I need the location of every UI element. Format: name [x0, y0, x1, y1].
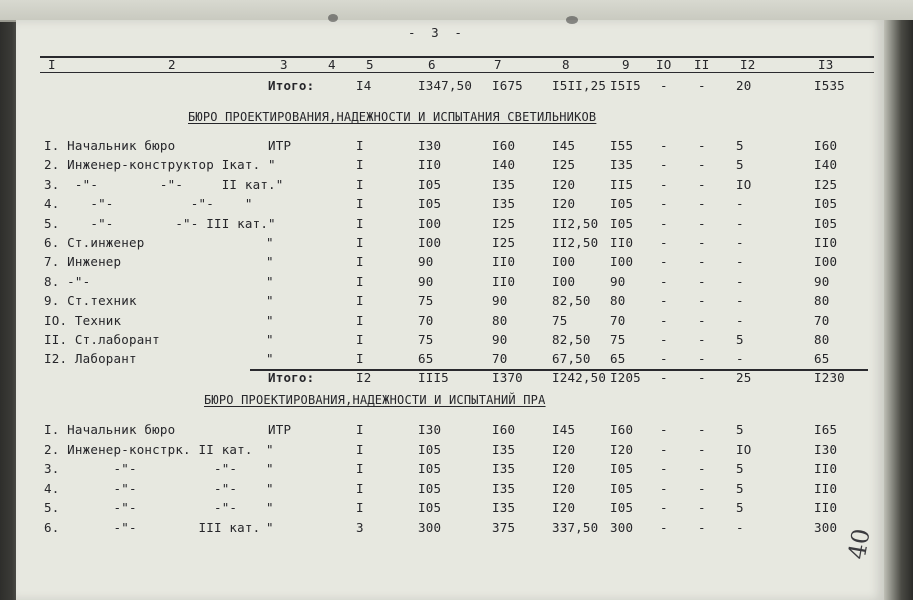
table-cell-c5: I: [356, 138, 364, 153]
staff-category: ИТР: [268, 422, 292, 437]
table-cell-c7: II0: [492, 254, 516, 269]
staff-category: ": [266, 351, 274, 366]
table-cell-c12: 5: [736, 157, 744, 172]
staff-position: 5. -"- -"-: [44, 500, 238, 515]
table-cell-c11: -: [698, 461, 706, 476]
staff-position: 7. Инженер: [44, 254, 122, 269]
table-cell-c13: 80: [814, 293, 830, 308]
table-cell-c8: I20: [552, 177, 576, 192]
table-cell-c6: I30: [418, 138, 442, 153]
total-cell-c7: I370: [492, 370, 523, 385]
table-cell-c8: I20: [552, 481, 576, 496]
table-cell-c11: -: [698, 332, 706, 347]
table-cell-c12: 5: [736, 461, 744, 476]
staff-category: ": [266, 274, 274, 289]
table-cell-c6: I05: [418, 481, 442, 496]
table-cell-c8: 82,50: [552, 332, 591, 347]
table-cell-c8: I00: [552, 274, 576, 289]
table-cell-c10: -: [660, 422, 668, 437]
page-number: - 3 -: [408, 25, 463, 40]
total-cell-c7: I675: [492, 78, 523, 93]
staff-position: 6. Ст.инженер: [44, 235, 145, 250]
smudge-mark: [566, 16, 578, 24]
table-cell-c6: 90: [418, 254, 434, 269]
table-cell-c6: I00: [418, 235, 442, 250]
table-cell-c11: -: [698, 481, 706, 496]
table-cell-c6: I05: [418, 196, 442, 211]
table-cell-c5: I: [356, 216, 364, 231]
column-number: I3: [818, 57, 834, 72]
column-number: 7: [494, 57, 502, 72]
table-cell-c6: 70: [418, 313, 434, 328]
table-cell-c13: 70: [814, 313, 830, 328]
table-cell-c11: -: [698, 254, 706, 269]
table-cell-c11: -: [698, 216, 706, 231]
table-cell-c6: I05: [418, 442, 442, 457]
table-cell-c7: 90: [492, 332, 508, 347]
table-cell-c9: I00: [610, 254, 634, 269]
table-cell-c11: -: [698, 422, 706, 437]
staff-position: I. Начальник бюро: [44, 422, 176, 437]
staff-position: II. Ст.лаборант: [44, 332, 160, 347]
table-cell-c13: II0: [814, 235, 838, 250]
total-cell-c5: I2: [356, 370, 372, 385]
table-cell-c13: I25: [814, 177, 838, 192]
total-cell-c6: I347,50: [418, 78, 473, 93]
table-cell-c8: 82,50: [552, 293, 591, 308]
table-cell-c12: 5: [736, 481, 744, 496]
table-cell-c10: -: [660, 157, 668, 172]
staff-position: 5. -"- -"- III кат.": [44, 216, 276, 231]
table-cell-c7: I35: [492, 481, 516, 496]
table-cell-c13: II0: [814, 481, 838, 496]
table-cell-c9: II5: [610, 177, 634, 192]
column-number: I2: [740, 57, 756, 72]
table-cell-c7: I35: [492, 196, 516, 211]
staff-category: ИТР: [268, 138, 292, 153]
column-number: 6: [428, 57, 436, 72]
table-cell-c6: II0: [418, 157, 442, 172]
table-cell-c12: 5: [736, 500, 744, 515]
table-cell-c12: 5: [736, 422, 744, 437]
table-cell-c9: 90: [610, 274, 626, 289]
table-cell-c11: -: [698, 520, 706, 535]
table-cell-c9: I05: [610, 196, 634, 211]
table-cell-c5: I: [356, 293, 364, 308]
table-cell-c6: 75: [418, 332, 434, 347]
column-number: 2: [168, 57, 176, 72]
table-cell-c13: I65: [814, 422, 838, 437]
table-cell-c13: II0: [814, 461, 838, 476]
table-cell-c12: -: [736, 254, 744, 269]
section-title: БЮРО ПРОЕКТИРОВАНИЯ,НАДЕЖНОСТИ И ИСПЫТАНИЯ СВЕТИЛЬНИКОВ: [188, 110, 597, 124]
table-cell-c13: I30: [814, 442, 838, 457]
total-cell-c6: III5: [418, 370, 449, 385]
section-title: БЮРО ПРОЕКТИРОВАНИЯ,НАДЕЖНОСТИ И ИСПЫТАНИЙ ПРА: [204, 393, 546, 407]
table-cell-c7: I60: [492, 138, 516, 153]
table-cell-c11: -: [698, 313, 706, 328]
table-cell-c11: -: [698, 157, 706, 172]
table-cell-c13: 65: [814, 351, 830, 366]
table-cell-c10: -: [660, 216, 668, 231]
table-cell-c8: II2,50: [552, 235, 599, 250]
table-cell-c7: 90: [492, 293, 508, 308]
table-cell-c6: I30: [418, 422, 442, 437]
staff-position: 3. -"- -"- II кат.": [44, 177, 284, 192]
staff-position: 8. -"-: [44, 274, 91, 289]
staff-category: ": [266, 254, 274, 269]
staff-category: ": [266, 332, 274, 347]
table-cell-c12: IO: [736, 442, 752, 457]
table-cell-c5: I: [356, 313, 364, 328]
table-cell-c5: I: [356, 196, 364, 211]
table-cell-c10: -: [660, 274, 668, 289]
table-cell-c12: -: [736, 313, 744, 328]
table-cell-c8: I45: [552, 422, 576, 437]
staff-category: ": [266, 481, 274, 496]
table-cell-c7: I25: [492, 235, 516, 250]
table-cell-c5: I: [356, 157, 364, 172]
table-cell-c10: -: [660, 520, 668, 535]
table-cell-c12: -: [736, 351, 744, 366]
total-cell-c9: I5I5: [610, 78, 641, 93]
total-cell-c12: 25: [736, 370, 752, 385]
table-cell-c11: -: [698, 442, 706, 457]
table-cell-c13: I40: [814, 157, 838, 172]
table-cell-c10: -: [660, 313, 668, 328]
staff-position: 2. Инженер-конструктор Iкат. ": [44, 157, 276, 172]
table-cell-c13: 300: [814, 520, 838, 535]
table-cell-c11: -: [698, 138, 706, 153]
table-cell-c12: -: [736, 196, 744, 211]
table-cell-c12: 5: [736, 332, 744, 347]
table-cell-c5: I: [356, 235, 364, 250]
total-cell-c13: I535: [814, 78, 845, 93]
table-cell-c6: I05: [418, 461, 442, 476]
table-cell-c12: -: [736, 293, 744, 308]
table-cell-c7: 80: [492, 313, 508, 328]
table-cell-c9: I60: [610, 422, 634, 437]
table-cell-c8: I20: [552, 500, 576, 515]
table-cell-c8: I25: [552, 157, 576, 172]
table-cell-c9: I05: [610, 461, 634, 476]
table-cell-c5: I: [356, 332, 364, 347]
table-cell-c10: -: [660, 461, 668, 476]
previous-page-edge: [0, 0, 913, 22]
table-cell-c12: -: [736, 235, 744, 250]
total-cell-c10: -: [660, 78, 668, 93]
table-cell-c10: -: [660, 235, 668, 250]
staff-category: ": [266, 500, 274, 515]
table-cell-c12: -: [736, 216, 744, 231]
total-cell-c10: -: [660, 370, 668, 385]
column-number: I: [48, 57, 56, 72]
header-rule-bottom: [40, 72, 874, 73]
table-cell-c7: 70: [492, 351, 508, 366]
table-cell-c11: -: [698, 177, 706, 192]
table-cell-c9: I20: [610, 442, 634, 457]
table-cell-c10: -: [660, 442, 668, 457]
table-cell-c8: II2,50: [552, 216, 599, 231]
handwritten-page-number: 40: [842, 526, 876, 562]
table-cell-c6: I05: [418, 500, 442, 515]
total-cell-c11: -: [698, 78, 706, 93]
table-cell-c7: I35: [492, 442, 516, 457]
table-cell-c9: I05: [610, 216, 634, 231]
table-cell-c11: -: [698, 274, 706, 289]
staff-category: ": [266, 313, 274, 328]
table-cell-c10: -: [660, 254, 668, 269]
table-cell-c5: I: [356, 500, 364, 515]
table-cell-c5: I: [356, 254, 364, 269]
staff-position: I2. Лаборант: [44, 351, 137, 366]
table-cell-c12: -: [736, 520, 744, 535]
table-cell-c6: 75: [418, 293, 434, 308]
subtotal-rule-1: [250, 369, 868, 371]
table-cell-c6: 65: [418, 351, 434, 366]
table-cell-c5: I: [356, 422, 364, 437]
table-cell-c12: 5: [736, 138, 744, 153]
table-cell-c5: I: [356, 442, 364, 457]
staff-position: 4. -"- -"-: [44, 481, 238, 496]
table-cell-c13: I00: [814, 254, 838, 269]
total-cell-c13: I230: [814, 370, 845, 385]
column-number: 8: [562, 57, 570, 72]
table-cell-c9: I05: [610, 500, 634, 515]
table-cell-c11: -: [698, 351, 706, 366]
table-cell-c10: -: [660, 196, 668, 211]
total-cell-c8: I5II,25: [552, 78, 607, 93]
table-cell-c5: I: [356, 481, 364, 496]
table-cell-c7: II0: [492, 274, 516, 289]
table-cell-c7: I35: [492, 461, 516, 476]
table-cell-c6: I05: [418, 177, 442, 192]
table-cell-c11: -: [698, 196, 706, 211]
total-cell-c8: I242,50: [552, 370, 607, 385]
table-cell-c13: II0: [814, 500, 838, 515]
table-cell-c6: I00: [418, 216, 442, 231]
column-number: 3: [280, 57, 288, 72]
table-cell-c8: I20: [552, 442, 576, 457]
table-cell-c9: 65: [610, 351, 626, 366]
table-cell-c7: 375: [492, 520, 516, 535]
table-cell-c10: -: [660, 500, 668, 515]
table-cell-c9: 300: [610, 520, 634, 535]
table-cell-c10: -: [660, 293, 668, 308]
table-cell-c8: I20: [552, 461, 576, 476]
table-cell-c8: I45: [552, 138, 576, 153]
table-cell-c7: I25: [492, 216, 516, 231]
binding-edge: [884, 20, 913, 600]
table-cell-c13: I05: [814, 216, 838, 231]
staff-category: ": [266, 442, 274, 457]
table-cell-c12: IO: [736, 177, 752, 192]
table-cell-c7: I35: [492, 500, 516, 515]
table-cell-c9: I55: [610, 138, 634, 153]
table-cell-c6: 90: [418, 274, 434, 289]
table-cell-c9: 80: [610, 293, 626, 308]
table-cell-c10: -: [660, 177, 668, 192]
staff-position: 3. -"- -"-: [44, 461, 238, 476]
staff-position: 2. Инженер-констрк. II кат.: [44, 442, 253, 457]
table-cell-c8: 67,50: [552, 351, 591, 366]
table-cell-c8: 75: [552, 313, 568, 328]
total-cell-c5: I4: [356, 78, 372, 93]
table-cell-c5: 3: [356, 520, 364, 535]
staff-category: ": [266, 520, 274, 535]
column-number: 5: [366, 57, 374, 72]
table-cell-c9: I05: [610, 481, 634, 496]
table-cell-c7: I60: [492, 422, 516, 437]
staff-position: 6. -"- III кат.: [44, 520, 261, 535]
table-cell-c5: I: [356, 274, 364, 289]
table-cell-c8: I00: [552, 254, 576, 269]
table-cell-c8: I20: [552, 196, 576, 211]
table-cell-c5: I: [356, 177, 364, 192]
table-cell-c5: I: [356, 461, 364, 476]
table-cell-c10: -: [660, 332, 668, 347]
staff-position: I. Начальник бюро: [44, 138, 176, 153]
table-cell-c6: 300: [418, 520, 442, 535]
table-cell-c13: I05: [814, 196, 838, 211]
column-number: 4: [328, 57, 336, 72]
table-cell-c12: -: [736, 274, 744, 289]
total-cell-c12: 20: [736, 78, 752, 93]
table-cell-c11: -: [698, 293, 706, 308]
staff-category: ": [266, 461, 274, 476]
table-cell-c5: I: [356, 351, 364, 366]
table-cell-c9: II0: [610, 235, 634, 250]
table-cell-c13: I60: [814, 138, 838, 153]
table-cell-c9: I35: [610, 157, 634, 172]
staff-position: IO. Техник: [44, 313, 122, 328]
staff-position: 4. -"- -"- ": [44, 196, 253, 211]
staff-category: ": [266, 293, 274, 308]
column-number: II: [694, 57, 710, 72]
table-cell-c13: 90: [814, 274, 830, 289]
table-cell-c11: -: [698, 500, 706, 515]
table-cell-c8: 337,50: [552, 520, 599, 535]
table-cell-c7: I40: [492, 157, 516, 172]
staff-position: 9. Ст.техник: [44, 293, 137, 308]
table-cell-c7: I35: [492, 177, 516, 192]
table-cell-c10: -: [660, 351, 668, 366]
table-cell-c10: -: [660, 138, 668, 153]
table-cell-c11: -: [698, 235, 706, 250]
smudge-mark: [328, 14, 338, 22]
staff-category: ": [266, 235, 274, 250]
total-cell-c9: I205: [610, 370, 641, 385]
column-number: IO: [656, 57, 672, 72]
table-cell-c9: 75: [610, 332, 626, 347]
total-label: Итого:: [268, 78, 315, 93]
total-label: Итого:: [268, 370, 315, 385]
total-cell-c11: -: [698, 370, 706, 385]
table-cell-c13: 80: [814, 332, 830, 347]
table-cell-c9: 70: [610, 313, 626, 328]
table-cell-c10: -: [660, 481, 668, 496]
column-number: 9: [622, 57, 630, 72]
